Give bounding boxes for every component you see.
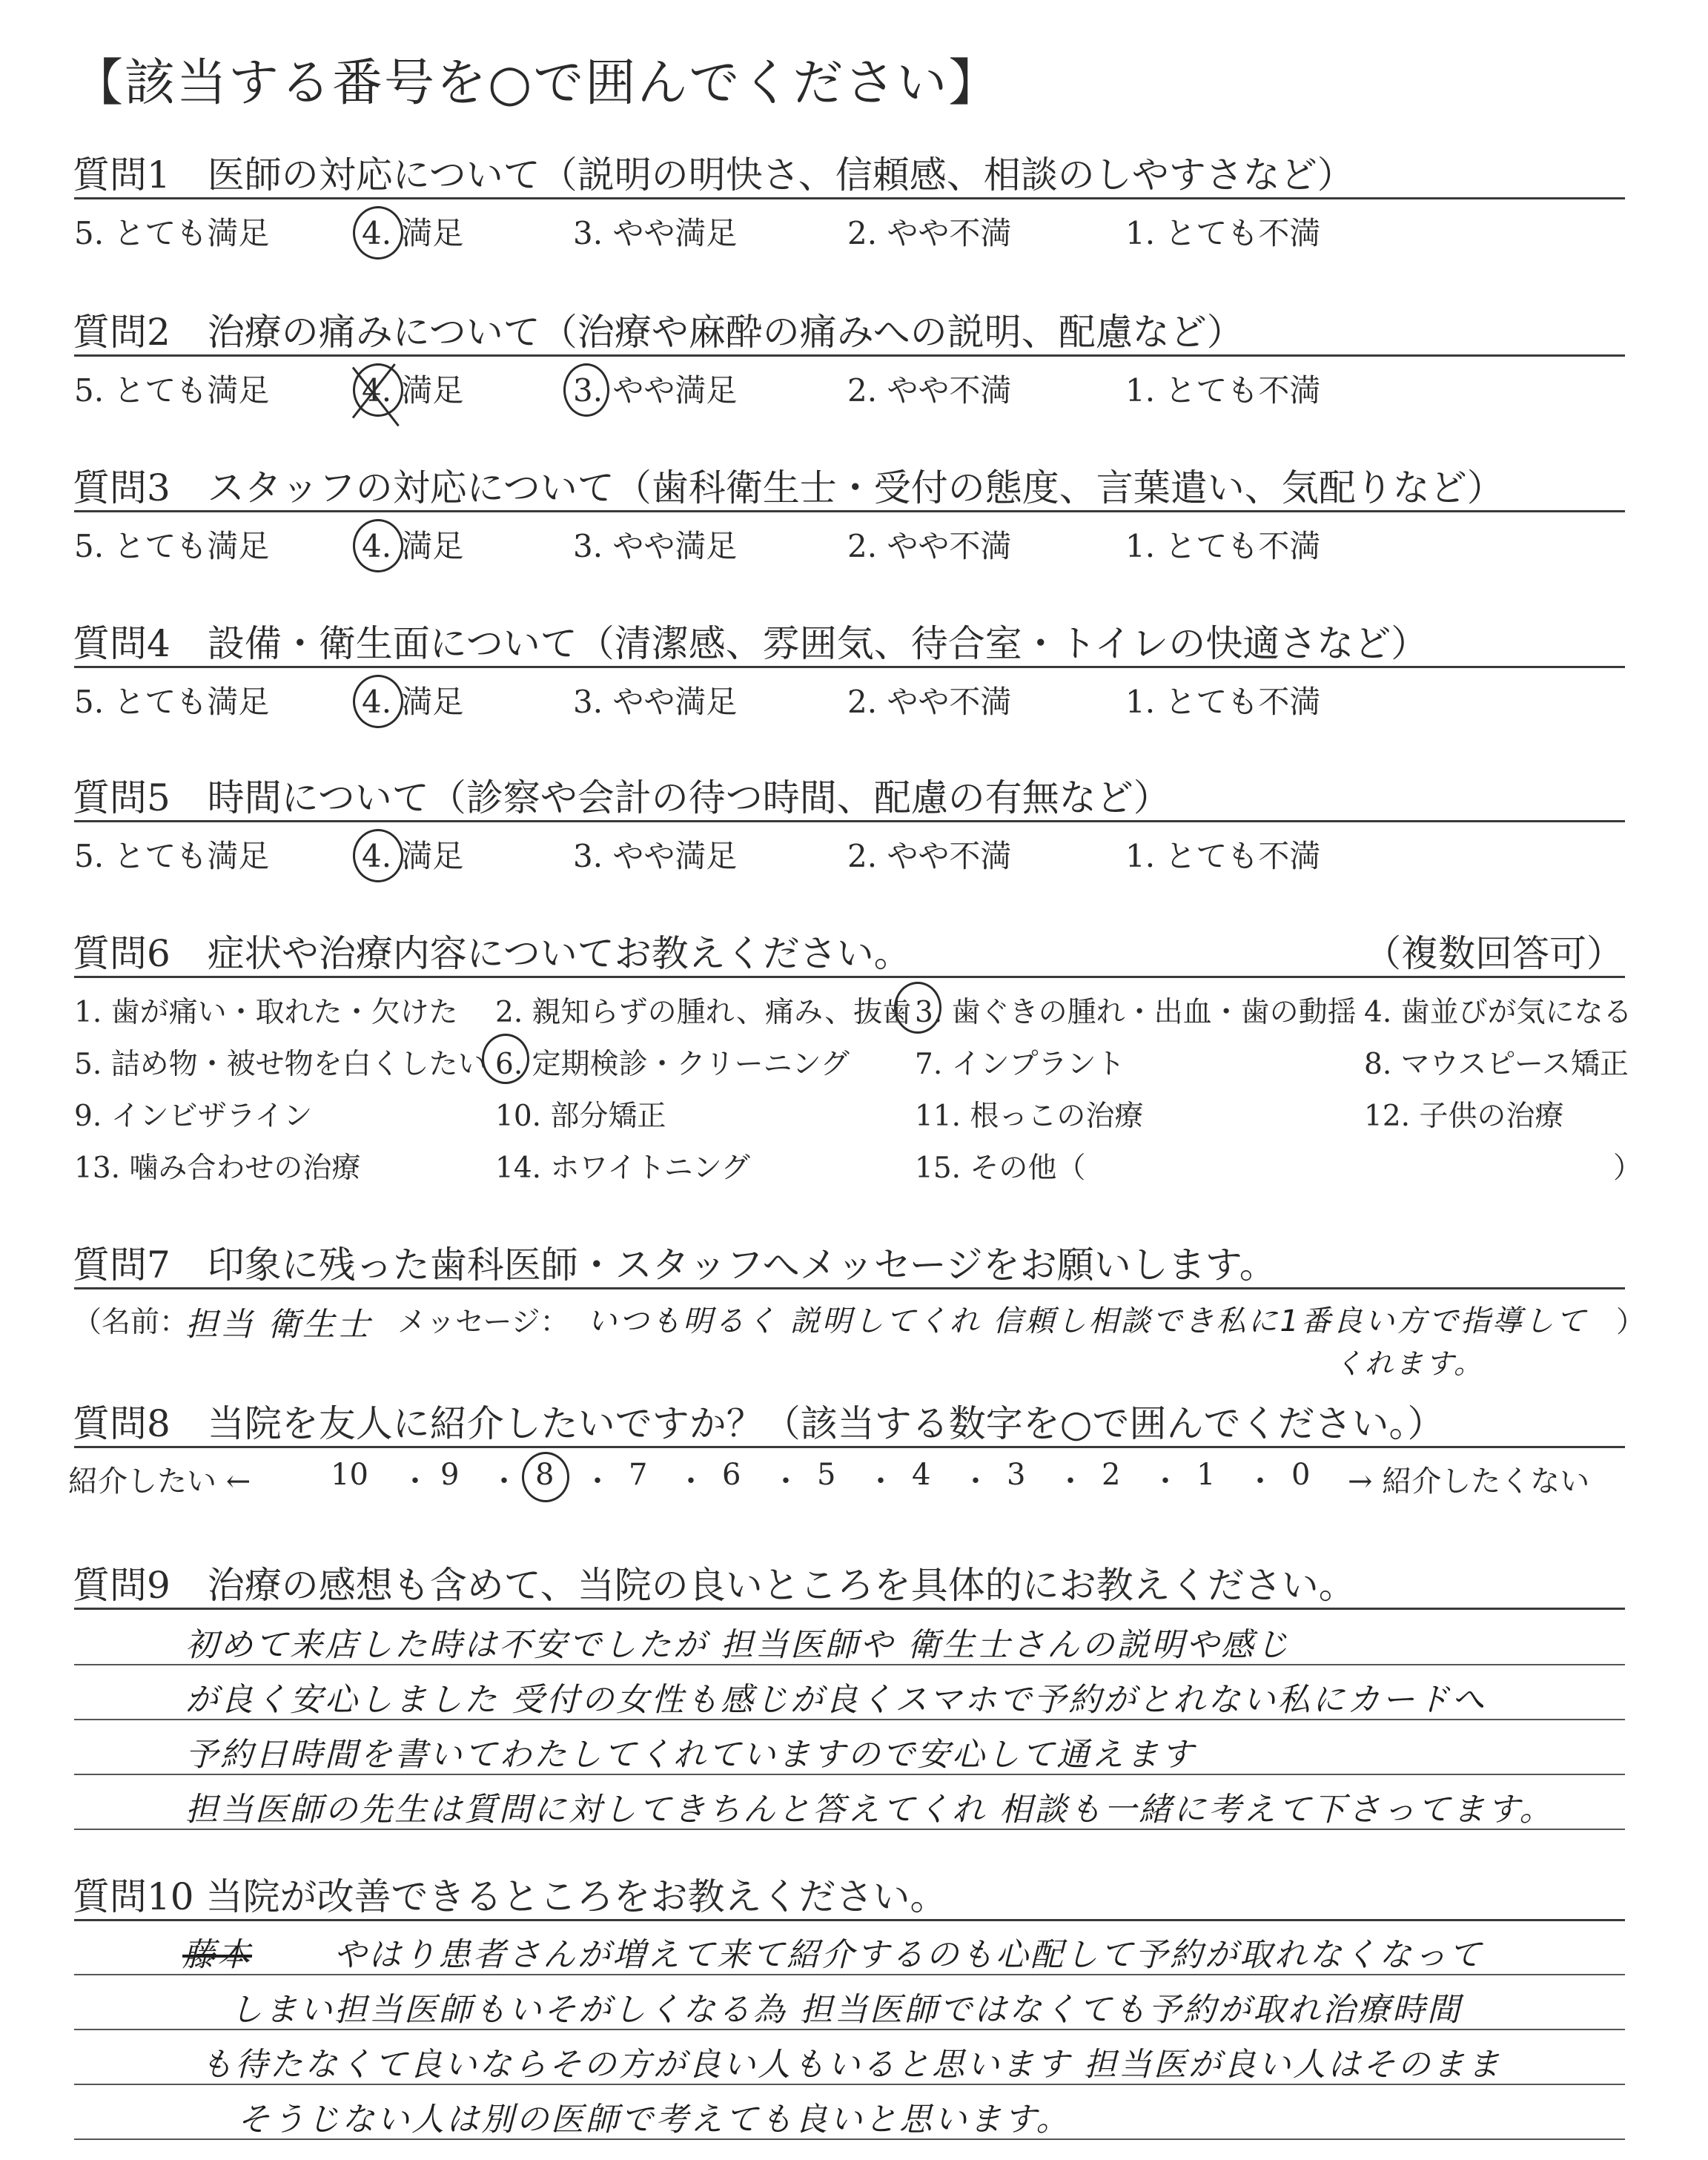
q5-option-3[interactable]: 3. やや満足 xyxy=(573,838,738,874)
q4-option-4[interactable]: 4. 満足 xyxy=(362,684,464,720)
q10-answer-line-1[interactable]: やはり患者さんが増えて来て紹介するのも心配して予約が取れなくなって xyxy=(334,1936,1483,1974)
q7-heading: 質問7 印象に残った歯科医師・スタッフへメッセージをお願いします。 xyxy=(73,1244,1277,1287)
q4-option-1[interactable]: 1. とても不満 xyxy=(1125,684,1321,720)
q9-answer-line-2[interactable]: が良く安心しました 受付の女性も感じが良くスマホで予約がとれない私にカードへ xyxy=(185,1681,1487,1719)
q6-option-11[interactable]: 11. 根っこの治療 xyxy=(915,1100,1144,1133)
q3-divider xyxy=(74,510,1625,512)
q9-answer-rule xyxy=(74,1829,1625,1830)
q6-option-14[interactable]: 14. ホワイトニング xyxy=(495,1152,750,1185)
q5-option-2[interactable]: 2. やや不満 xyxy=(847,838,1012,874)
q7-message-value[interactable]: いつも明るく 説明してくれ 信頼し相談でき私に1番良い方で指導して xyxy=(587,1304,1588,1338)
q10-answer-line-2[interactable]: しまい担当医師もいそがしくなる為 担当医師ではなくても予約が取れ治療時間 xyxy=(230,1991,1462,2029)
q6-option-4[interactable]: 4. 歯並びが気になる xyxy=(1364,996,1632,1029)
q8-left-label: 紹介したい ← xyxy=(68,1464,251,1499)
q2-option-4[interactable]: 4. 満足 xyxy=(362,372,464,409)
q6-option-13[interactable]: 13. 噛み合わせの治療 xyxy=(74,1152,361,1185)
q8-scale-0[interactable]: 0 xyxy=(1291,1458,1311,1492)
q5-option-5[interactable]: 5. とても満足 xyxy=(74,838,270,874)
q8-selection-circle xyxy=(522,1452,569,1502)
q6-option-15-close: ） xyxy=(1613,1152,1643,1185)
q10-answer-rule xyxy=(74,2084,1625,2085)
page-title: 【該当する番号を○で囲んでください】 xyxy=(73,54,1001,113)
q9-answer-rule xyxy=(74,1774,1625,1775)
q5-divider xyxy=(74,820,1625,822)
q7-name-label: （名前： xyxy=(73,1306,189,1339)
q6-option-2[interactable]: 2. 親知らずの腫れ、痛み、抜歯 xyxy=(495,996,912,1029)
q6-option-12[interactable]: 12. 子供の治療 xyxy=(1364,1100,1564,1133)
q9-answer-line-4[interactable]: 担当医師の先生は質問に対してきちんと答えてくれ 相談も一緒に考えて下さってます。 xyxy=(185,1791,1555,1829)
q3-option-3[interactable]: 3. やや満足 xyxy=(573,528,738,564)
q10-answer-rule xyxy=(74,2029,1625,2030)
q7-message-continuation: くれます。 xyxy=(1334,1347,1484,1380)
q9-answer-line-3[interactable]: 予約日時間を書いてわたしてくれていますので安心して通えます xyxy=(185,1736,1196,1774)
q1-option-5[interactable]: 5. とても満足 xyxy=(74,215,270,251)
q7-divider xyxy=(74,1287,1625,1289)
q8-scale-dot: ・ xyxy=(961,1464,990,1499)
q10-answer-line-3[interactable]: も待たなくて良いならその方が良い人もいると思います 担当医が良い人はそのまま xyxy=(200,2046,1502,2084)
q1-option-2[interactable]: 2. やや不満 xyxy=(847,215,1012,251)
q2-option-5[interactable]: 5. とても満足 xyxy=(74,372,270,409)
q1-heading: 質問1 医師の対応について（説明の明快さ、信頼感、相談のしやすさなど） xyxy=(73,153,1354,196)
q4-divider xyxy=(74,666,1625,668)
q7-name-value[interactable]: 担当 衛生士 xyxy=(185,1306,372,1344)
q5-heading: 質問5 時間について（診察や会計の待つ時間、配慮の有無など） xyxy=(73,776,1171,819)
q6-option-3-circle xyxy=(894,982,941,1034)
q6-heading: 質問6 症状や治療内容についてお教えください。 xyxy=(73,932,911,975)
q2-heading: 質問2 治療の痛みについて（治療や麻酔の痛みへの説明、配慮など） xyxy=(73,311,1244,354)
q8-scale-6[interactable]: 6 xyxy=(722,1458,741,1492)
q6-option-6-circle xyxy=(482,1034,529,1084)
q8-scale-2[interactable]: 2 xyxy=(1102,1458,1121,1492)
q8-scale-1[interactable]: 1 xyxy=(1196,1458,1216,1492)
q4-heading: 質問4 設備・衛生面について（清潔感、雰囲気、待合室・トイレの快適さなど） xyxy=(73,622,1429,665)
q2-option-3[interactable]: 3. やや満足 xyxy=(573,372,738,409)
q1-option-1[interactable]: 1. とても不満 xyxy=(1125,215,1321,251)
q1-option-4[interactable]: 4. 満足 xyxy=(362,215,464,251)
q8-scale-10[interactable]: 10 xyxy=(331,1458,368,1492)
q3-heading: 質問3 スタッフの対応について（歯科衛生士・受付の態度、言葉遣い、気配りなど） xyxy=(73,466,1504,509)
q3-selection-circle xyxy=(353,519,403,572)
q7-message-label: メッセージ： xyxy=(397,1306,569,1339)
q6-divider xyxy=(74,976,1625,978)
q9-heading: 質問9 治療の感想も含めて、当院の良いところを具体的にお教えください。 xyxy=(73,1564,1356,1607)
q8-scale-9[interactable]: 9 xyxy=(440,1458,460,1492)
q8-scale-8[interactable]: 8 xyxy=(535,1458,555,1492)
q8-scale-4[interactable]: 4 xyxy=(912,1458,931,1492)
q8-scale-dot: ・ xyxy=(866,1464,896,1499)
q8-scale-dot: ・ xyxy=(1151,1464,1180,1499)
q4-option-5[interactable]: 5. とても満足 xyxy=(74,684,270,720)
q6-option-5[interactable]: 5. 詰め物・被せ物を白くしたい xyxy=(74,1048,487,1081)
q10-answer-rule xyxy=(74,1974,1625,1975)
q10-divider xyxy=(74,1919,1625,1921)
q9-answer-line-1[interactable]: 初めて来店した時は不安でしたが 担当医師や 衛生士さんの説明や感じ xyxy=(185,1626,1291,1664)
q8-scale-dot: ・ xyxy=(676,1464,706,1499)
q2-option-1[interactable]: 1. とても不満 xyxy=(1125,372,1321,409)
q8-scale-dot: ・ xyxy=(400,1464,430,1499)
q6-option-10[interactable]: 10. 部分矯正 xyxy=(495,1100,666,1133)
q8-scale-3[interactable]: 3 xyxy=(1007,1458,1026,1492)
q1-divider xyxy=(74,197,1625,199)
q6-option-8[interactable]: 8. マウスピース矯正 xyxy=(1364,1048,1629,1081)
q7-close-paren: ） xyxy=(1616,1306,1646,1339)
q8-scale-dot: ・ xyxy=(771,1464,801,1499)
q8-scale-7[interactable]: 7 xyxy=(629,1458,648,1492)
q8-right-label: → 紹介したくない xyxy=(1348,1464,1590,1499)
q1-option-3[interactable]: 3. やや満足 xyxy=(573,215,738,251)
q6-multiple-note: （複数回答可） xyxy=(1364,932,1623,975)
q6-option-7[interactable]: 7. インプラント xyxy=(915,1048,1125,1081)
q3-option-5[interactable]: 5. とても満足 xyxy=(74,528,270,564)
q4-option-2[interactable]: 2. やや不満 xyxy=(847,684,1012,720)
q2-divider xyxy=(74,354,1625,357)
q9-answer-rule xyxy=(74,1719,1625,1720)
q8-scale-dot: ・ xyxy=(583,1464,612,1499)
q2-selection-circle xyxy=(563,363,609,417)
q6-option-1[interactable]: 1. 歯が痛い・取れた・欠けた xyxy=(74,996,458,1029)
q8-divider xyxy=(74,1446,1625,1448)
q1-selection-circle xyxy=(353,206,403,260)
q4-option-3[interactable]: 3. やや満足 xyxy=(573,684,738,720)
q5-selection-circle xyxy=(353,829,403,882)
q8-scale-dot: ・ xyxy=(1056,1464,1085,1499)
q10-answer-line-4[interactable]: そうじない人は別の医師で考えても良いと思います。 xyxy=(237,2101,1071,2138)
q2-option-2[interactable]: 2. やや不満 xyxy=(847,372,1012,409)
q8-scale-dot: ・ xyxy=(489,1464,519,1499)
q5-option-1[interactable]: 1. とても不満 xyxy=(1125,838,1321,874)
q6-option-3[interactable]: 3. 歯ぐきの腫れ・出血・歯の動揺 xyxy=(915,996,1357,1029)
q3-option-2[interactable]: 2. やや不満 xyxy=(847,528,1012,564)
q10-struck-word: 藤本 xyxy=(182,1936,252,1974)
q10-heading: 質問10 当院が改善できるところをお教えください。 xyxy=(73,1875,947,1918)
q4-selection-circle xyxy=(353,675,403,728)
q8-heading: 質問8 当院を友人に紹介したいですか？（該当する数字を○で囲んでください。） xyxy=(73,1402,1445,1445)
q8-scale-dot: ・ xyxy=(1245,1464,1275,1499)
q10-answer-rule xyxy=(74,2138,1625,2140)
q8-scale-5[interactable]: 5 xyxy=(817,1458,836,1492)
q6-option-6[interactable]: 6. 定期検診・クリーニング xyxy=(495,1048,850,1081)
q6-option-15[interactable]: 15. その他（ xyxy=(915,1152,1086,1185)
q6-option-9[interactable]: 9. インビザライン xyxy=(74,1100,313,1133)
q3-option-1[interactable]: 1. とても不満 xyxy=(1125,528,1321,564)
q9-divider xyxy=(74,1608,1625,1610)
q3-option-4[interactable]: 4. 満足 xyxy=(362,528,464,564)
q5-option-4[interactable]: 4. 満足 xyxy=(362,838,464,874)
q9-answer-rule xyxy=(74,1664,1625,1665)
